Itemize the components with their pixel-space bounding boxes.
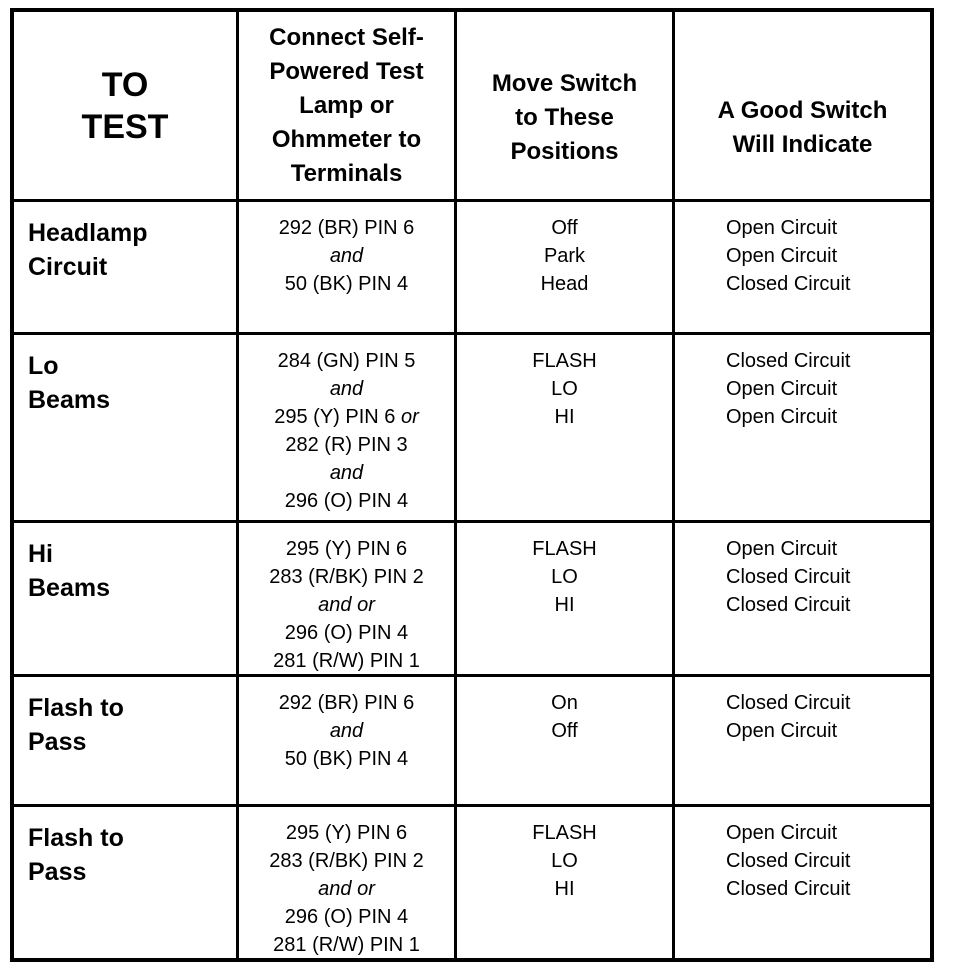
results-cell: Closed Circuit Open Circuit	[672, 677, 930, 804]
table-row-hi-beams	[14, 520, 930, 674]
row-label: Lo Beams	[28, 352, 110, 414]
positions-cell: FLASH LO HI	[454, 807, 672, 958]
positions-cell: FLASH LO HI	[454, 335, 672, 520]
terminals-cell: 284 (GN) PIN 5 and 295 (Y) PIN 6 or 282 (R) PIN 3 and 296 (O) PIN 4	[236, 335, 454, 520]
results-cell: Open Circuit Closed Circuit Closed Circuit	[672, 807, 930, 958]
terminals-cell: 292 (BR) PIN 6 and 50 (BK) PIN 4	[236, 202, 454, 332]
header-to-test: TO TEST	[81, 65, 169, 146]
results-cell: Open Circuit Closed Circuit Closed Circuit	[672, 523, 930, 674]
row-label: Hi Beams	[28, 540, 110, 602]
positions-cell: Off Park Head	[454, 202, 672, 332]
header-good-switch: A Good Switch Will Indicate	[672, 12, 930, 199]
results-cell: Open Circuit Open Circuit Closed Circuit	[672, 202, 930, 332]
terminals-cell: 295 (Y) PIN 6 283 (R/BK) PIN 2 and or 296 (O) PIN 4 281 (R/W) PIN 1	[236, 523, 454, 674]
row-label: Headlamp Circuit	[28, 219, 148, 281]
positions-cell: FLASH LO HI	[454, 523, 672, 674]
row-label: Flash to Pass	[28, 694, 124, 756]
results-cell: Closed Circuit Open Circuit Open Circuit	[672, 335, 930, 520]
header-move-switch: Move Switch to These Positions	[454, 12, 672, 199]
terminals-cell: 292 (BR) PIN 6 and 50 (BK) PIN 4	[236, 677, 454, 804]
table-row-lo-beams	[14, 332, 930, 520]
table-row-headlamp-circuit	[14, 199, 930, 332]
header-row	[14, 12, 930, 199]
header-connect-terminals: Connect Self- Powered Test Lamp or Ohmmeter to Terminals	[236, 12, 454, 199]
table-row-flash-to-pass-2	[14, 804, 930, 958]
switch-test-table	[10, 8, 934, 962]
row-label: Flash to Pass	[28, 824, 124, 886]
positions-cell: On Off	[454, 677, 672, 804]
terminals-cell: 295 (Y) PIN 6 283 (R/BK) PIN 2 and or 296 (O) PIN 4 281 (R/W) PIN 1	[236, 807, 454, 958]
table-row-flash-to-pass	[14, 674, 930, 804]
